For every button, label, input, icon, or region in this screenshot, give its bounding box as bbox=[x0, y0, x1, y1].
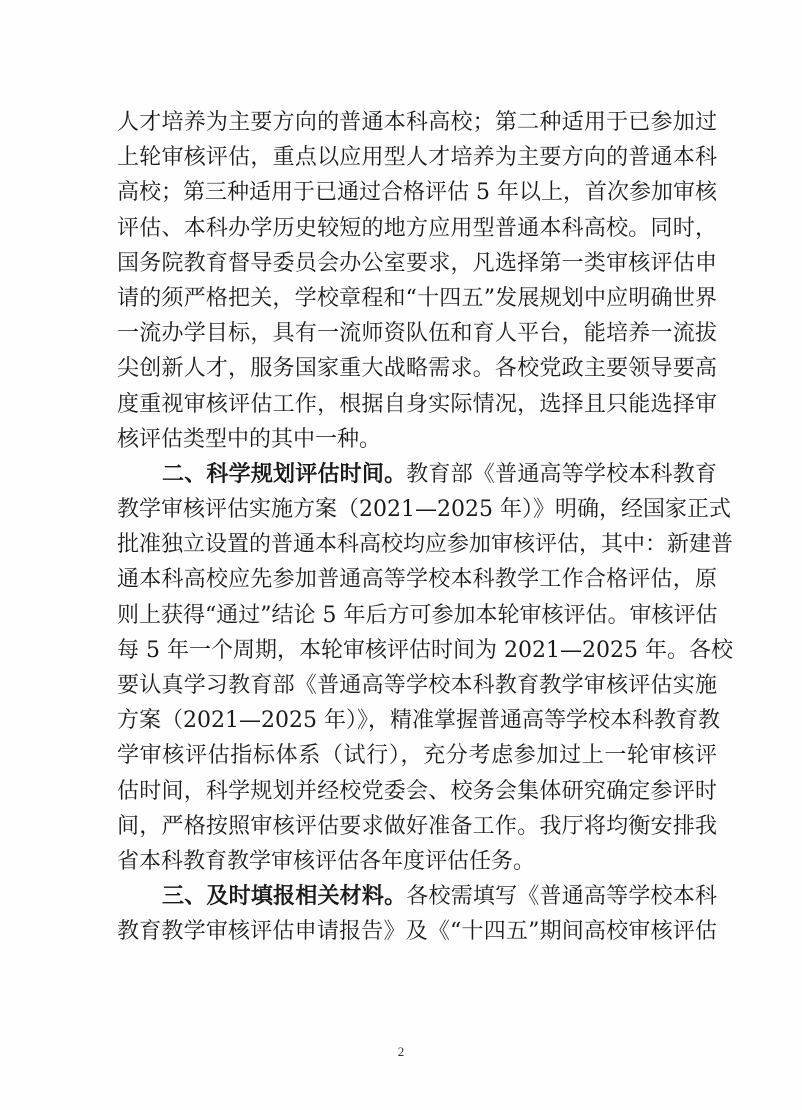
text-line: 核评估类型中的其中一种。 bbox=[117, 426, 382, 452]
text-line: 一流办学目标，具有一流师资队伍和育人平台，能培养一流拔 bbox=[117, 321, 717, 347]
section-2-first-line bbox=[117, 457, 717, 492]
text-line: 度重视审核评估工作，根据自身实际情况，选择且只能选择审 bbox=[117, 391, 717, 417]
text-line: 教育教学审核评估申请报告》及《“十四五”期间高校审核评估 bbox=[117, 919, 717, 945]
text-line: 教学审核评估实施方案（2021—2025 年）》明确，经国家正式 bbox=[117, 497, 731, 523]
text-line: 批准独立设置的普通本科高校均应参加审核评估，其中：新建普 bbox=[117, 532, 734, 558]
body-text bbox=[117, 105, 734, 950]
text-line: 请的须严格把关，学校章程和“十四五”发展规划中应明确世界 bbox=[117, 285, 717, 311]
section-text: 教育部《普通高等学校本科教育 bbox=[406, 461, 717, 487]
text-line: 每 5 年一个周期，本轮审核评估时间为 2021—2025 年。各校 bbox=[117, 637, 733, 663]
text-line: 要认真学习教育部《普通高等学校本科教育教学审核评估实施 bbox=[117, 673, 717, 698]
text-line: 省本科教育教学审核评估各年度评估任务。 bbox=[117, 848, 536, 874]
text-line: 估时间，科学规划并经校党委会、校务会集体研究确定参评时 bbox=[117, 778, 717, 804]
text-line: 方案（2021—2025 年）》，精准掌握普通高等学校本科教育教 bbox=[117, 708, 720, 734]
section-heading: 二、科学规划评估时间。 bbox=[162, 461, 407, 487]
text-line: 通本科高校应先参加普通高等学校本科教学工作合格评估，原 bbox=[117, 567, 717, 593]
page-number: 2 bbox=[397, 1044, 405, 1059]
text-line: 评估、本科办学历史较短的地方应用型普通本科高校。同时， bbox=[117, 215, 717, 241]
section-heading: 三、及时填报相关材料。 bbox=[162, 884, 407, 910]
text-line: 人才培养为主要方向的普通本科高校；第二种适用于已参加过 bbox=[117, 110, 717, 135]
text-line: 上轮审核评估，重点以应用型人才培养为主要方向的普通本科 bbox=[117, 145, 717, 171]
text-line: 则上获得“通过”结论 5 年后方可参加本轮审核评估。审核评估 bbox=[117, 602, 718, 628]
section-text: 各校需填写《普通高等学校本科 bbox=[406, 884, 717, 910]
text-line: 高校；第三种适用于已通过合格评估 5 年以上，首次参加审核 bbox=[117, 180, 717, 206]
section-3-first-line bbox=[117, 879, 717, 914]
text-line: 学审核评估指标体系（试行），充分考虑参加过上一轮审核评 bbox=[117, 743, 717, 769]
text-line: 国务院教育督导委员会办公室要求，凡选择第一类审核评估申 bbox=[117, 250, 717, 276]
text-line: 尖创新人才，服务国家重大战略需求。各校党政主要领导要高 bbox=[117, 356, 717, 382]
text-line: 间，严格按照审核评估要求做好准备工作。我厅将均衡安排我 bbox=[117, 813, 717, 839]
